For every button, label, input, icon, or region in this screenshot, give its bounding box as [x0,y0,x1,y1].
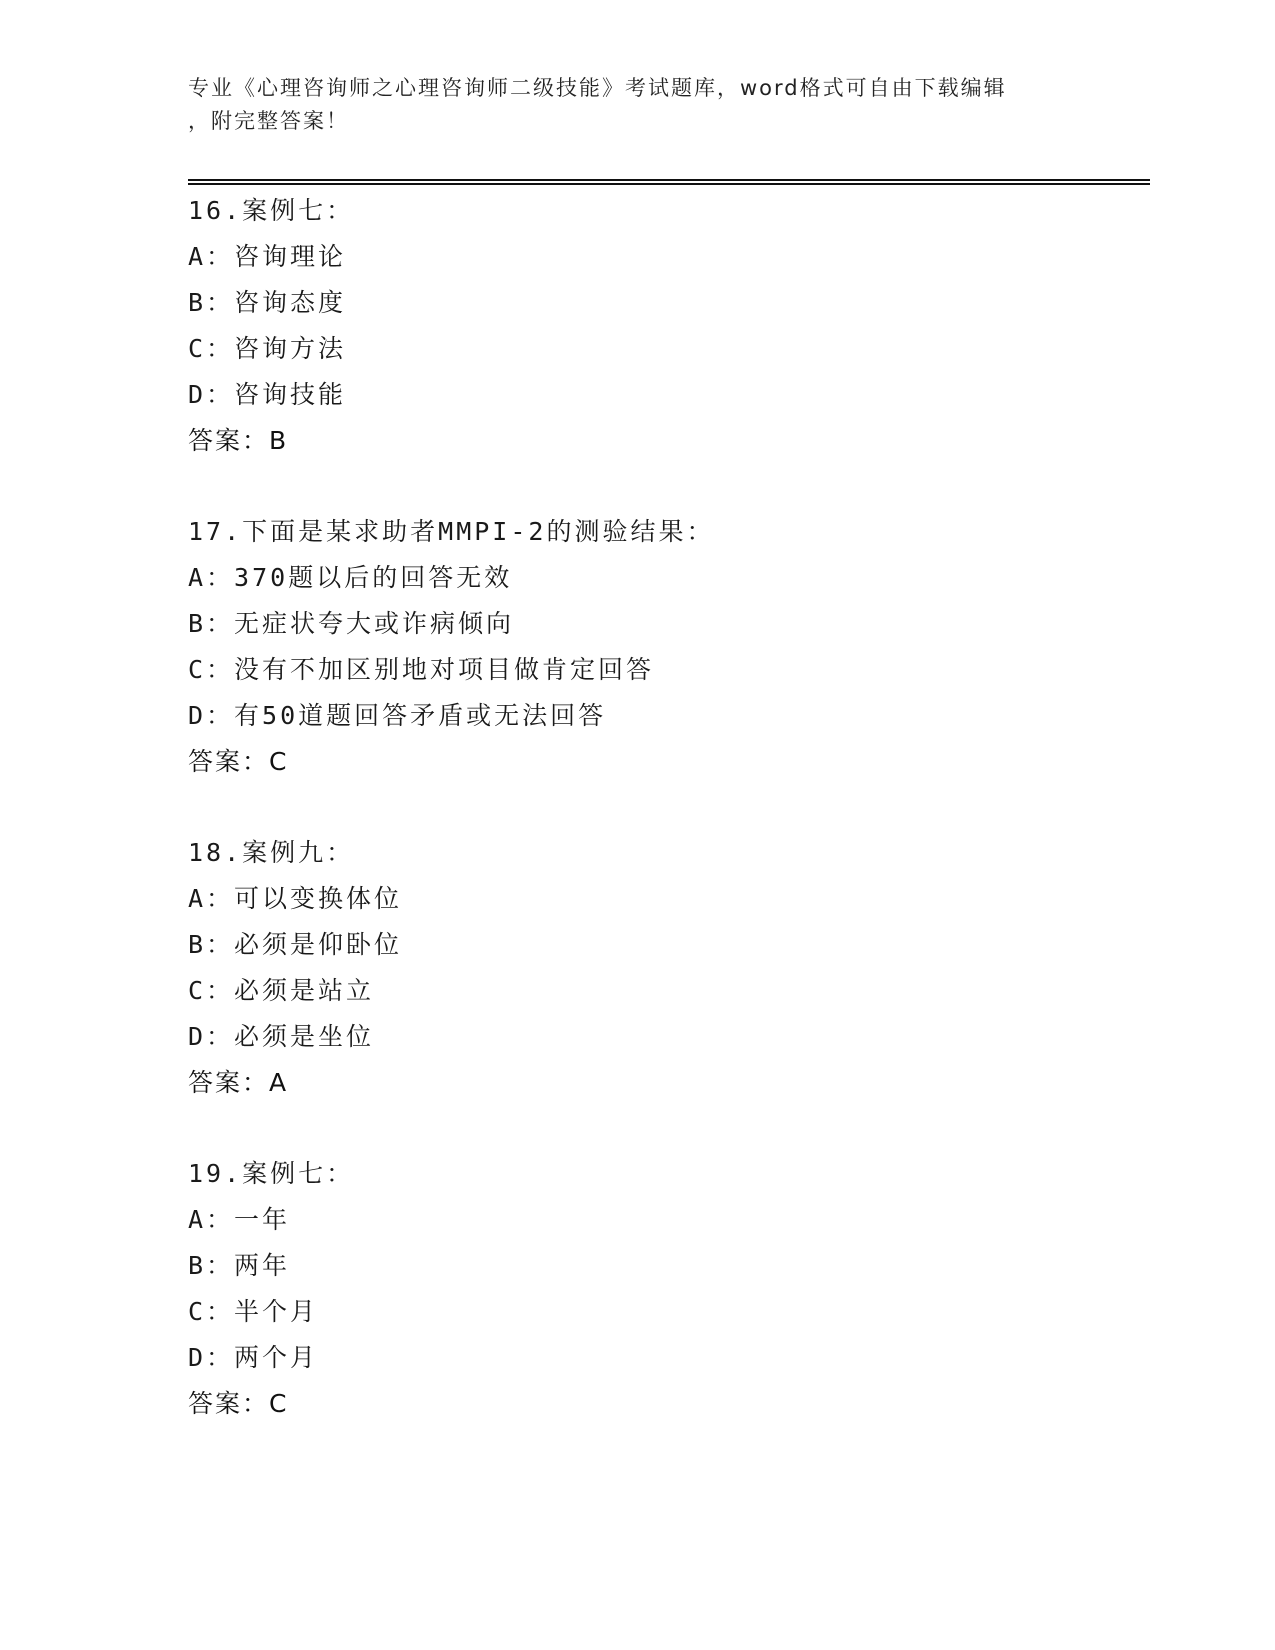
option-a: A：一年 [188,1205,291,1234]
option-d: D：两个月 [188,1343,319,1372]
option-a: A：370题以后的回答无效 [188,563,513,592]
question-stem: 19.案例七： [188,1159,355,1188]
answer-line: 答案：C [188,747,289,776]
question-list [188,188,1148,1472]
option-c: C：咨询方法 [188,334,347,363]
option-d: D：必须是坐位 [188,1022,375,1051]
answer-line: 答案：C [188,1389,289,1418]
option-d: D：咨询技能 [188,380,347,409]
answer-line: 答案：A [188,1068,289,1097]
option-c: C：必须是站立 [188,976,375,1005]
question-19 [188,1151,1148,1427]
header-double-rule [188,179,1150,185]
option-a: A：可以变换体位 [188,884,403,913]
option-b: B：两年 [188,1251,291,1280]
option-a: A：咨询理论 [188,242,347,271]
option-b: B：无症状夸大或诈病倾向 [188,609,515,638]
question-stem: 17.下面是某求助者MMPI-2的测验结果： [188,517,715,546]
question-stem: 16.案例七： [188,196,355,225]
header-line-1: 专业《心理咨询师之心理咨询师二级技能》考试题库，word格式可自由下载编辑 [188,76,1007,100]
question-17 [188,509,1148,785]
header-line-2: ，附完整答案！ [188,109,349,133]
answer-line: 答案：B [188,426,289,455]
option-c: C：半个月 [188,1297,319,1326]
option-b: B：咨询态度 [188,288,347,317]
question-stem: 18.案例九： [188,838,355,867]
question-16 [188,188,1148,464]
document-header-note [188,72,1088,138]
option-d: D：有50道题回答矛盾或无法回答 [188,701,607,730]
option-c: C：没有不加区别地对项目做肯定回答 [188,655,655,684]
question-18 [188,830,1148,1106]
option-b: B：必须是仰卧位 [188,930,403,959]
